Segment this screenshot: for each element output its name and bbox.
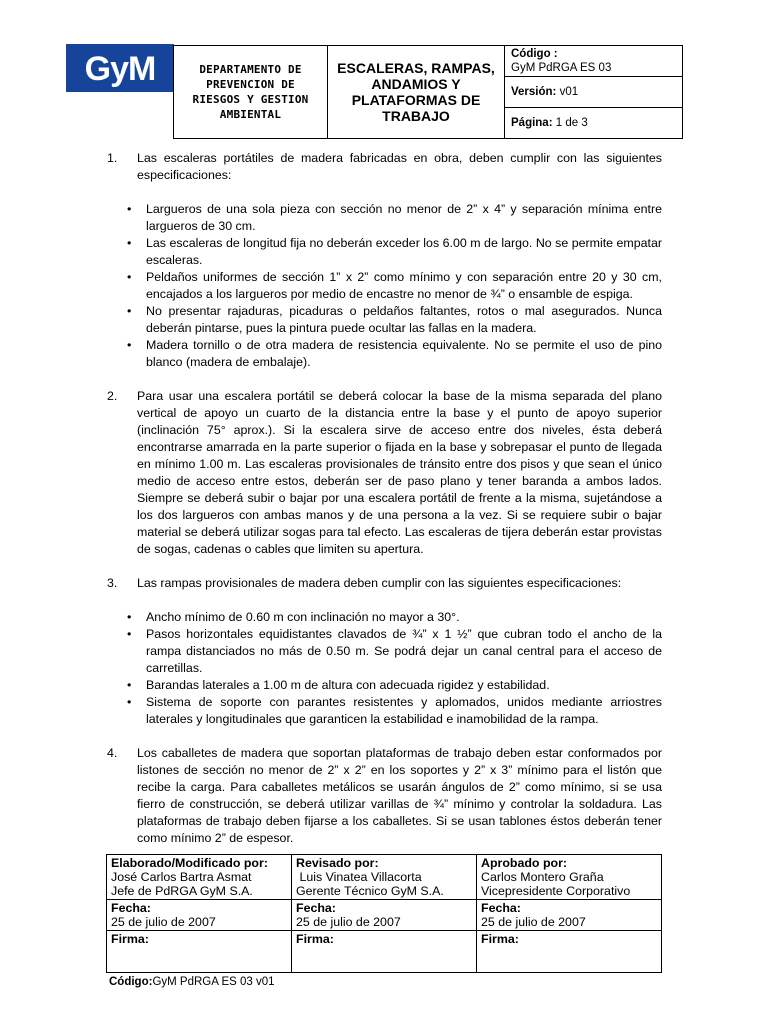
section-2-number: 2. — [107, 389, 118, 403]
firma-cell-3 — [477, 931, 662, 973]
gym-logo — [66, 44, 174, 92]
department-line-4: AMBIENTAL — [219, 108, 282, 121]
department-cell — [174, 46, 328, 139]
footer-code-value: GyM PdRGA ES 03 v01 — [152, 976, 275, 988]
code-cell — [505, 46, 683, 77]
revisado-role: Gerente Técnico GyM S.A. — [296, 884, 444, 898]
section-4-number: 4. — [107, 746, 118, 760]
firma-label: Firma: — [481, 932, 519, 946]
fecha-value: 25 de julio de 2007 — [296, 915, 401, 929]
fecha-label: Fecha: — [481, 901, 521, 915]
firma-cell-2 — [292, 931, 477, 973]
title-line-2: ANDAMIOS Y — [371, 76, 461, 92]
firma-label: Firma: — [111, 932, 149, 946]
section-3-number: 3. — [107, 576, 118, 590]
document-title-cell — [328, 46, 505, 139]
page-value: 1 de 3 — [555, 117, 588, 129]
header-table — [173, 45, 683, 139]
elaborado-role: Jefe de PdRGA GyM S.A. — [111, 884, 253, 898]
fecha-cell-1 — [107, 900, 292, 931]
section-1-number: 1. — [107, 151, 118, 165]
document-body — [107, 150, 662, 847]
list-item: • No presentar rajaduras, picaduras o peldaños faltantes, rotos o mal asegurados. Nunca deberán pintarse, pues la pintura puede ocultar las fallas en la madera. — [107, 303, 662, 337]
list-item: • Las escaleras de longitud fija no deberán exceder los 6.00 m de largo. No se permite empatar escaleras. — [107, 235, 662, 269]
department-line-1: DEPARTAMENTO DE — [199, 63, 302, 76]
fecha-cell-3 — [477, 900, 662, 931]
revisado-label: Revisado por: — [296, 856, 379, 870]
fecha-label: Fecha: — [111, 901, 151, 915]
section-3-bullets — [107, 609, 662, 728]
list-item: • Sistema de soporte con parantes resistentes y aplomados, unidos mediante arriostres laterales y longitudinales que garanticen la estabilidad e inamobilidad de la rampa. — [107, 694, 662, 728]
section-1-text: Las escaleras portátiles de madera fabricadas en obra, deben cumplir con las siguientes especificaciones: — [137, 151, 662, 182]
section-4 — [107, 745, 662, 847]
fecha-label: Fecha: — [296, 901, 336, 915]
section-3-text: Las rampas provisionales de madera deben cumplir con las siguientes especificaciones: — [137, 576, 622, 590]
section-4-text: Los caballetes de madera que soportan plataformas de trabajo deben estar conformados por listones de sección no menor de 2” x 2” en los soportes y 2” x 3” mínimo para el listón que recibe la carga. Para caballetes metálicos se usarán ángulos de 2” como mínimo, si se usa fierro de construcción, se deberá utilizar varillas de ¾” mínimo y controlar la soldadura. Las plataformas de trabajo deben fijarse a los caballetes. Si se usan tablones éstos deberán tener como mínimo 2” de espesor. — [137, 746, 662, 845]
revisado-cell — [292, 855, 477, 900]
logo-text: GyM — [84, 50, 156, 88]
title-line-3: PLATAFORMAS DE — [351, 92, 481, 108]
section-2-text: Para usar una escalera portátil se deberá colocar la base de la misma separada del plano vertical de apoyo un cuarto de la distancia entre la base y el punto de apoyo superior (inclinación 75° aprox.). Si la escalera sirve de acceso entre dos niveles, ésta deberá encontrarse amarrada en la parte superior o fijada en la base y sobrepasar el punto de llegada en mínimo 1.00 m. Las escaleras provisionales de tránsito entre dos pisos y que sean el único medio de acceso entre estos, deberán ser de paso plano y tener baranda a ambos lados. Siempre se deberá subir o bajar por una escalera portátil de frente a la misma, sujetándose a los dos largueros con ambas manos y de una persona a la vez. Si se requiere subir o bajar material se deberá utilizar sogas para tal efecto. Las escaleras de tijera deberán estar provistas de sogas, cadenas o cables que limiten su apertura. — [137, 389, 662, 556]
department-line-3: RIESGOS Y GESTION — [192, 93, 309, 106]
firma-label: Firma: — [296, 932, 334, 946]
list-item: • Barandas laterales a 1.00 m de altura con adecuada rigidez y estabilidad. — [107, 677, 662, 694]
section-1 — [107, 150, 662, 184]
aprobado-cell — [477, 855, 662, 900]
elaborado-name: José Carlos Bartra Asmat — [111, 870, 252, 884]
version-cell — [505, 77, 683, 108]
elaborado-cell — [107, 855, 292, 900]
aprobado-label: Aprobado por: — [481, 856, 568, 870]
version-label: Versión: — [511, 86, 557, 98]
version-value: v01 — [559, 86, 579, 98]
title-line-1: ESCALERAS, RAMPAS, — [337, 60, 495, 76]
section-3 — [107, 575, 662, 592]
title-line-4: TRABAJO — [382, 108, 450, 124]
list-item: • Madera tornillo o de otra madera de resistencia equivalente. No se permite el uso de pino blanco (madera de embalaje). — [107, 337, 662, 371]
department-line-2: PREVENCION DE — [206, 78, 295, 91]
page-label: Página: — [511, 117, 553, 129]
list-item: • Ancho mínimo de 0.60 m con inclinación no mayor a 30°. — [107, 609, 662, 626]
aprobado-role: Vicepresidente Corporativo — [481, 884, 631, 898]
approval-table — [106, 854, 662, 973]
fecha-value: 25 de julio de 2007 — [111, 915, 216, 929]
aprobado-name: Carlos Montero Graña — [481, 870, 604, 884]
fecha-value: 25 de julio de 2007 — [481, 915, 586, 929]
footer-code — [109, 976, 275, 988]
section-2 — [107, 388, 662, 558]
firma-cell-1 — [107, 931, 292, 973]
list-item: • Largueros de una sola pieza con sección no menor de 2” x 4” y separación mínima entre largueros de 30 cm. — [107, 201, 662, 235]
footer-code-label: Código: — [109, 976, 153, 988]
code-label: Código : — [511, 48, 558, 60]
list-item: • Pasos horizontales equidistantes clavados de ¾” x 1 ½” que cubran todo el ancho de la rampa distanciados no más de 0.50 m. Se podrá dejar un canal central para el acceso de carretillas. — [107, 626, 662, 677]
code-value: GyM PdRGA ES 03 — [511, 62, 612, 74]
fecha-cell-2 — [292, 900, 477, 931]
section-1-bullets — [107, 201, 662, 371]
list-item: • Peldaños uniformes de sección 1” x 2” como mínimo y con separación entre 20 y 30 cm, encajados a los largueros por medio de encastre no menor de ¾” o ensamble de espiga. — [107, 269, 662, 303]
elaborado-label: Elaborado/Modificado por: — [111, 856, 268, 870]
revisado-name: Luis Vinatea Villacorta — [296, 870, 422, 884]
page-cell — [505, 108, 683, 139]
gym-logo-mark — [66, 44, 174, 92]
